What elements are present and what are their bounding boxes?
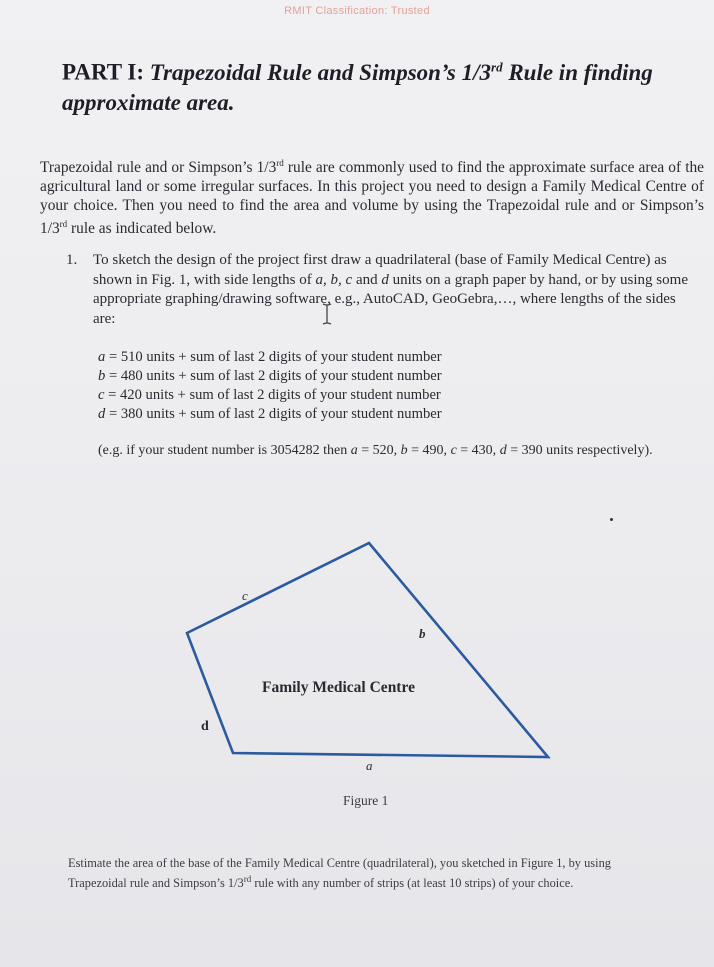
part-title-line1-end: Rule in finding bbox=[502, 59, 653, 85]
list-number: 1. bbox=[66, 252, 78, 268]
task-paragraph bbox=[68, 855, 668, 891]
example-text-2: = 520, bbox=[357, 443, 401, 458]
task-text-2: rule with any number of strips (at least 10 strips) of your choice. bbox=[251, 876, 574, 891]
def-var-a: a bbox=[98, 349, 106, 365]
item-text-1: To sketch the design of the project first draw a quadrilateral (base of Family Medical Centre) as shown in Fig. 1, with side lengths of bbox=[93, 252, 667, 288]
side-label-d: d bbox=[201, 719, 209, 734]
figure-caption: Figure 1 bbox=[343, 793, 389, 808]
example-var-b: b bbox=[400, 443, 408, 458]
intro-sup-2: rd bbox=[59, 219, 68, 230]
def-text-c: = 420 units + sum of last 2 digits of your student number bbox=[104, 387, 441, 403]
part-title-line2: approximate area. bbox=[62, 89, 235, 115]
side-label-c: c bbox=[242, 588, 248, 603]
def-var-b: b bbox=[98, 368, 106, 384]
quadrilateral-shape bbox=[187, 543, 548, 757]
item-vars: a, b, c bbox=[315, 271, 353, 288]
example-var-d: d bbox=[499, 443, 507, 458]
figure-center-label: Family Medical Centre bbox=[262, 679, 415, 696]
item-text-2: and bbox=[352, 271, 382, 288]
task-sup: rd bbox=[243, 874, 252, 884]
example-text-3: = 490, bbox=[407, 443, 451, 458]
part-title-sup: rd bbox=[491, 59, 503, 74]
side-label-a: a bbox=[366, 758, 373, 773]
example-var-c: c bbox=[450, 443, 457, 458]
example-text-1: (e.g. if your student number is 3054282 then bbox=[98, 443, 351, 458]
part-title-lead: PART I: bbox=[62, 59, 150, 85]
example-text-5: = 390 units respectively). bbox=[506, 443, 653, 458]
classification-label: RMIT Classification: Trusted bbox=[284, 5, 430, 17]
item-var-d: d bbox=[381, 271, 389, 288]
intro-text-3: rule as indicated below. bbox=[67, 220, 217, 238]
example-var-a: a bbox=[350, 443, 358, 458]
example-text-4: = 430, bbox=[456, 443, 500, 458]
task-text-1: Estimate the area of the base of the Family Medical Centre (quadrilateral), you sketched in Figure 1, by using Trapezoidal rule and Simpson’s 1/3 bbox=[68, 856, 611, 891]
intro-sup-1: rd bbox=[276, 158, 284, 168]
side-label-b: b bbox=[419, 626, 426, 641]
part-title-line1: Trapezoidal Rule and Simpson’s 1/3 bbox=[149, 59, 492, 85]
def-text-b: = 480 units + sum of last 2 digits of your student number bbox=[105, 368, 442, 384]
intro-text-1: Trapezoidal rule and or Simpson’s 1/3 bbox=[40, 159, 277, 177]
def-text-a: = 510 units + sum of last 2 digits of your student number bbox=[105, 349, 442, 365]
def-var-c: c bbox=[98, 387, 105, 403]
def-text-d: = 380 units + sum of last 2 digits of your student number bbox=[105, 406, 442, 422]
item-text-3: units on a graph paper by hand, or by using some appropriate graphing/drawing software, e.g., AutoCAD, GeoGebra,…, where lengths of the sides are: bbox=[93, 271, 688, 327]
def-var-d: d bbox=[98, 406, 106, 422]
intro-text-2: rule are commonly used to find the approximate surface area of the agricultural land or some irregular surfaces. In this project you need to design a Family Medical Centre of your choice. Then you need to find the area and volume by using the Trapezoidal rule and or Simpson’s 1/3 bbox=[40, 159, 704, 238]
